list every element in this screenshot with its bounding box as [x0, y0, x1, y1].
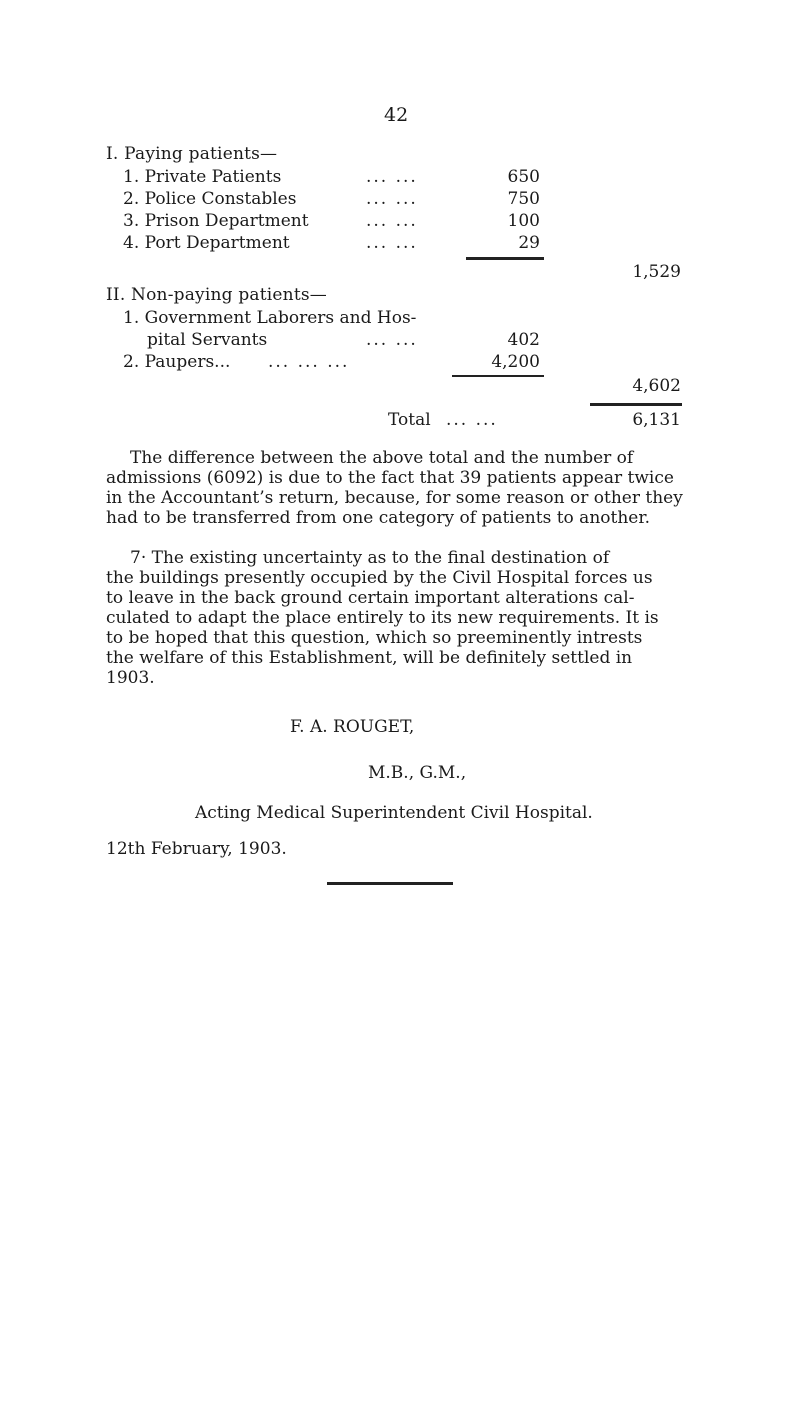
- total-value: 6,131: [632, 410, 681, 430]
- row-label: 1. Government Laborers and Hos-: [123, 308, 417, 328]
- row-label: 1. Private Patients: [123, 167, 282, 187]
- section-heading-paying: I. Paying patients—: [106, 144, 278, 164]
- paragraph-line: the welfare of this Establishment, will be definitely settled in: [106, 648, 633, 668]
- subtotal-rule: [452, 375, 544, 377]
- row-dots: ... ...: [366, 233, 418, 253]
- closing-rule: [327, 882, 453, 885]
- row-dots: ... ...: [366, 189, 418, 209]
- row-label: 3. Prison Department: [123, 211, 309, 231]
- row-dots: ... ...: [366, 330, 418, 350]
- signatory-degrees: M.B., G.M.,: [368, 763, 467, 783]
- row-dots: ... ... ...: [268, 352, 350, 372]
- row-label-continued: pital Servants: [147, 330, 268, 350]
- row-value: 650: [507, 167, 540, 187]
- total-rule: [590, 403, 682, 406]
- total-dots: ... ...: [446, 410, 498, 430]
- paragraph-line: in the Accountant’s return, because, for some reason or other they: [106, 488, 683, 508]
- row-label: 2. Paupers...: [123, 352, 231, 372]
- total-label: Total: [388, 410, 431, 430]
- subtotal-rule: [466, 257, 544, 260]
- page-number: 42: [384, 104, 409, 126]
- paragraph-line: to be hoped that this question, which so preeminently intrests: [106, 628, 643, 648]
- paragraph-line: 1903.: [106, 668, 155, 688]
- signatory-title: Acting Medical Superintendent Civil Hospital.: [195, 803, 593, 823]
- paragraph-line: 7· The existing uncertainty as to the final destination of: [130, 548, 610, 568]
- signatory-name: F. A. ROUGET,: [290, 717, 415, 737]
- row-dots: ... ...: [366, 211, 418, 231]
- paragraph-line: had to be transferred from one category of patients to another.: [106, 508, 651, 528]
- paragraph-buildings: [106, 548, 710, 688]
- row-value: 750: [507, 189, 540, 209]
- row-value: 4,200: [491, 352, 540, 372]
- paragraph-difference: [106, 448, 710, 528]
- row-dots: ... ...: [366, 167, 418, 187]
- row-label: 4. Port Department: [123, 233, 290, 253]
- section-heading-non-paying: II. Non-paying patients—: [106, 285, 327, 305]
- row-value: 100: [507, 211, 540, 231]
- paragraph-line: the buildings presently occupied by the Civil Hospital forces us: [106, 568, 653, 588]
- document-date: 12th February, 1903.: [106, 839, 287, 859]
- row-value: 402: [507, 330, 540, 350]
- paragraph-line: culated to adapt the place entirely to its new requirements. It is: [106, 608, 659, 628]
- paragraph-line: The difference between the above total and the number of: [130, 448, 634, 468]
- subtotal-value: 4,602: [632, 376, 681, 396]
- paragraph-line: admissions (6092) is due to the fact that 39 patients appear twice: [106, 468, 674, 488]
- row-value: 29: [518, 233, 540, 253]
- subtotal-value: 1,529: [632, 262, 681, 282]
- row-label: 2. Police Constables: [123, 189, 297, 209]
- paragraph-line: to leave in the back ground certain important alterations cal-: [106, 588, 635, 608]
